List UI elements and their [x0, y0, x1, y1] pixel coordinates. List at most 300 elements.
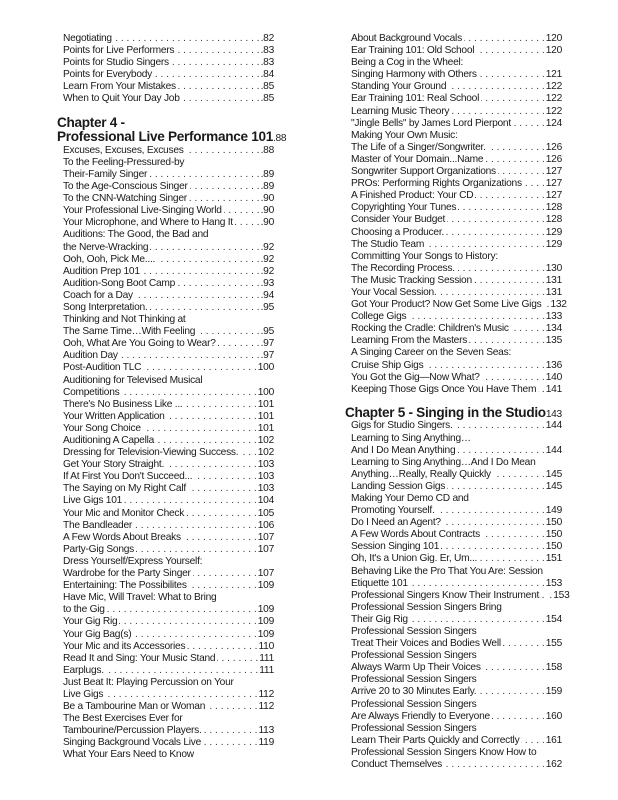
entry-title: Entertaining: The Possibilites — [63, 580, 187, 592]
toc-entry[interactable] — [63, 399, 274, 411]
dot-leader — [492, 711, 545, 723]
toc-entry[interactable] — [351, 275, 562, 287]
toc-entry[interactable] — [351, 130, 562, 154]
toc-entry[interactable] — [351, 202, 562, 214]
toc-entry[interactable] — [63, 157, 274, 181]
toc-entry[interactable] — [351, 178, 562, 190]
entry-title: And I Do Mean Anything — [351, 444, 456, 456]
page-number: 150 — [545, 541, 562, 553]
toc-entry[interactable] — [351, 517, 562, 529]
dot-leader — [143, 362, 257, 374]
dot-leader — [203, 737, 257, 749]
dot-leader — [106, 665, 258, 677]
page-number: .97 — [260, 350, 274, 362]
page-number: .92 — [260, 241, 274, 253]
toc-entry[interactable] — [351, 214, 562, 226]
toc-entry[interactable] — [351, 493, 562, 517]
entry-title-prefix: Professional Session Singers — [351, 650, 477, 662]
dot-leader — [538, 384, 545, 396]
entry-title-prefix: What Your Ears Need to Know — [63, 749, 194, 761]
toc-entry[interactable] — [351, 420, 562, 432]
entry-title-line — [63, 193, 274, 205]
entry-title: The Life of a Singer/Songwriter. — [351, 141, 486, 153]
dot-leader — [457, 445, 544, 457]
entry-title-line1 — [63, 229, 274, 241]
page-number: 109 — [257, 628, 274, 640]
toc-entry[interactable] — [351, 723, 562, 747]
dot-leader — [178, 81, 260, 93]
page-number: 126 — [545, 141, 562, 153]
toc-entry[interactable] — [351, 190, 562, 202]
entry-title: The Music Tracking Session — [351, 274, 472, 286]
toc-entry[interactable] — [351, 481, 562, 493]
dot-leader — [447, 481, 545, 493]
entry-title: Standing Your Ground — [351, 81, 447, 93]
dot-leader — [183, 532, 257, 544]
toc-entry[interactable] — [63, 181, 274, 193]
toc-entry[interactable] — [63, 532, 274, 544]
entry-title-line — [351, 445, 562, 457]
entry-title-prefix: Making Your Own Music: — [351, 129, 458, 141]
entry-title: Your Microphone, and Where to Hang It — [63, 217, 233, 229]
toc-entry[interactable] — [351, 299, 567, 311]
entry-title-line — [63, 495, 274, 507]
entry-title: Learn Their Parts Quickly and Correctly — [351, 734, 520, 746]
entry-title-line — [351, 589, 570, 602]
toc-entry[interactable] — [351, 529, 562, 541]
entry-title-line — [351, 69, 562, 81]
entry-title-line — [63, 641, 274, 653]
entry-title-line — [351, 227, 562, 239]
dot-leader — [498, 166, 545, 178]
dot-leader — [488, 142, 545, 154]
entry-title: Consider Your Budget — [351, 214, 446, 226]
entry-title: Their Gig Rig — [351, 613, 408, 625]
entry-title-line — [63, 629, 274, 641]
dot-leader — [217, 653, 258, 665]
toc-entry[interactable] — [63, 677, 274, 701]
toc-entry[interactable] — [63, 616, 274, 628]
entry-title-line — [351, 638, 562, 650]
toc-entry[interactable] — [351, 433, 562, 457]
toc-entry[interactable] — [351, 323, 562, 335]
toc-entry[interactable] — [63, 435, 274, 447]
dot-leader — [136, 544, 257, 556]
entry-title-prefix: Just Beat It: Playing Percussion on Your — [63, 676, 234, 688]
toc-entry[interactable] — [351, 747, 562, 771]
toc-entry[interactable] — [63, 495, 274, 507]
page-number: 160 — [545, 710, 562, 722]
toc-entry[interactable] — [63, 205, 274, 217]
toc-entry[interactable] — [351, 384, 562, 396]
toc-entry[interactable] — [351, 251, 562, 275]
entry-title: Live Gigs 101 — [63, 495, 123, 507]
toc-entry[interactable] — [63, 33, 274, 45]
entry-title-line — [63, 737, 274, 749]
page-number: .88 — [273, 133, 287, 145]
dot-leader — [105, 689, 257, 701]
entry-title-line1 — [351, 347, 562, 359]
entry-title-line — [63, 447, 274, 459]
entry-title-line — [351, 553, 562, 565]
dot-leader — [513, 118, 545, 130]
entry-title-line — [63, 580, 274, 592]
toc-entry[interactable] — [351, 227, 562, 239]
entry-title-prefix: Dress Yourself/Express Yourself: — [63, 555, 203, 567]
toc-entry[interactable] — [63, 580, 274, 592]
toc-entry[interactable] — [63, 93, 274, 105]
entry-title: The Studio Team — [351, 238, 425, 250]
toc-entry[interactable] — [63, 520, 274, 532]
entry-title: Points for Studio Singers — [63, 57, 169, 69]
entry-title-line — [63, 290, 274, 302]
toc-entry[interactable] — [63, 411, 274, 423]
page-number: 153 — [545, 577, 562, 589]
entry-title-line — [351, 81, 562, 93]
entry-title: Learning Music Theory — [351, 105, 450, 117]
entry-title-line — [351, 154, 562, 166]
dot-leader — [193, 568, 257, 580]
entry-title-line1 — [351, 433, 562, 445]
entry-title-line — [63, 411, 274, 423]
entry-title-line1 — [63, 314, 274, 326]
entry-title-line — [351, 686, 562, 698]
page-number: 136 — [545, 359, 562, 371]
toc-entry[interactable] — [63, 81, 274, 93]
entry-title-prefix: Professional Session Singers Know How to — [351, 746, 537, 758]
dot-leader — [446, 227, 545, 239]
entry-title-line — [63, 399, 274, 411]
page-number: 119 — [258, 737, 274, 749]
dot-leader — [410, 578, 545, 590]
entry-title: Treat Their Voices and Bodies Well — [351, 638, 501, 650]
toc-entry[interactable] — [63, 701, 274, 713]
toc-entry[interactable] — [63, 423, 274, 435]
page-number: 109 — [257, 604, 274, 616]
toc-entry[interactable] — [63, 713, 274, 737]
dot-leader — [171, 57, 260, 69]
dot-leader — [474, 275, 545, 287]
toc-entry[interactable] — [63, 375, 274, 399]
dot-leader — [478, 686, 544, 698]
toc-entry[interactable] — [351, 93, 562, 105]
toc-entry[interactable] — [351, 541, 562, 553]
dot-leader — [441, 541, 545, 553]
entry-title: Learning From the Masters — [351, 335, 468, 347]
entry-title-line — [63, 387, 274, 399]
entry-title: Your Gig Rig — [63, 616, 118, 628]
toc-entry[interactable] — [351, 239, 562, 251]
toc-entry[interactable] — [63, 556, 274, 580]
entry-title-line — [351, 287, 562, 299]
entry-title-line1 — [351, 566, 562, 578]
page-number: .93 — [260, 277, 274, 289]
dot-leader — [135, 290, 260, 302]
entry-title-line — [63, 45, 274, 57]
entry-title: PROs: Performing Rights Organizations — [351, 178, 522, 190]
page-number: .90 — [260, 205, 274, 217]
toc-entry[interactable] — [351, 602, 562, 626]
page-number: 141 — [545, 383, 562, 395]
page-number: .85 — [260, 81, 274, 93]
dot-leader — [133, 629, 256, 641]
entry-title-prefix: Thinking and Not Thinking at — [63, 314, 186, 326]
entry-title-line — [63, 326, 274, 338]
page-number: .84 — [260, 69, 274, 81]
entry-title-line — [351, 263, 562, 275]
dot-leader — [143, 423, 257, 435]
page-number: 145 — [545, 480, 562, 492]
dot-leader — [455, 420, 545, 432]
toc-entry[interactable] — [63, 447, 274, 459]
entry-title: Got Your Product? Now Get Some Live Gigs — [351, 299, 542, 311]
dot-leader — [524, 178, 545, 190]
entry-title-line — [351, 469, 562, 481]
entry-title-line — [351, 759, 562, 771]
entry-title-prefix: Committing Your Songs to History: — [351, 250, 498, 262]
toc-entry[interactable] — [63, 254, 274, 266]
entry-title: Wardrobe for the Party Singer — [63, 568, 191, 580]
toc-entry[interactable] — [63, 217, 274, 229]
dot-leader — [482, 372, 545, 384]
entry-title: The Saying on My Right Calf — [63, 483, 186, 495]
dot-leader — [485, 154, 544, 166]
dot-leader — [475, 190, 544, 202]
page-number: 155 — [545, 638, 562, 650]
entry-title-line1 — [351, 626, 562, 638]
entry-title-prefix: Auditions: The Good, the Bad and — [63, 229, 209, 241]
entry-title-line — [351, 33, 562, 45]
entry-title-line — [351, 505, 562, 517]
entry-title: Tambourine/Percussion Players. — [63, 725, 202, 737]
toc-entry[interactable] — [351, 674, 562, 698]
dot-leader — [150, 242, 259, 254]
page-number: 129 — [545, 226, 562, 238]
toc-entry[interactable] — [63, 278, 274, 290]
page-number: 122 — [545, 93, 562, 105]
entry-title: Live Gigs — [63, 688, 104, 700]
entry-title-line — [63, 423, 274, 435]
entry-title-line — [63, 532, 274, 544]
toc-entry[interactable] — [63, 145, 274, 157]
toc-entry[interactable] — [351, 287, 562, 299]
entry-title-line — [351, 311, 562, 323]
entry-title: Singing Harmony with Others — [351, 69, 477, 81]
entry-title: to the Gig — [63, 604, 105, 616]
entry-title-line — [63, 81, 274, 93]
page-number: 131 — [545, 274, 562, 286]
toc-entry[interactable] — [63, 314, 274, 338]
entry-title: Learn From Your Mistakes — [63, 81, 176, 93]
dot-leader — [186, 145, 260, 157]
entry-title-line — [351, 118, 562, 130]
entry-title: Read It and Sing: Your Music Stand — [63, 652, 216, 664]
entry-title: Arrive 20 to 30 Minutes Early. — [351, 686, 477, 698]
entry-title-line — [351, 275, 562, 287]
page-number: 128 — [545, 214, 562, 226]
page-number: 101 — [257, 422, 274, 434]
entry-title: Singing Background Vocals Live — [63, 737, 202, 749]
toc-entry[interactable] — [63, 592, 274, 616]
toc-entry[interactable] — [351, 553, 562, 565]
entry-title: The Bandleader — [63, 519, 132, 531]
page-number: 124 — [545, 117, 562, 129]
entry-title-line — [351, 481, 562, 493]
toc-entry[interactable] — [63, 471, 274, 483]
toc-entry[interactable] — [351, 566, 562, 590]
entry-title-line1 — [63, 592, 274, 604]
dot-leader — [207, 701, 257, 713]
entry-title: A Finished Product: Your CD — [351, 190, 474, 202]
toc-entry[interactable] — [351, 166, 562, 178]
entry-title-line1 — [351, 650, 562, 662]
page-number: .90 — [260, 217, 274, 229]
dot-leader — [149, 169, 259, 181]
toc-entry[interactable] — [63, 641, 274, 653]
page-number: 100 — [257, 386, 274, 398]
toc-entry[interactable] — [351, 335, 562, 347]
toc-entry[interactable] — [351, 81, 562, 93]
entry-title: Points for Everybody — [63, 69, 152, 81]
toc-entry[interactable] — [351, 57, 562, 81]
dot-leader — [154, 69, 260, 81]
toc-entry[interactable] — [63, 749, 274, 761]
entry-title: Excuses, Excuses, Excuses — [63, 144, 184, 156]
entry-title: "Jingle Bells" by James Lord Pierpont — [351, 117, 511, 129]
toc-entry[interactable] — [63, 57, 274, 69]
dot-leader — [458, 202, 544, 214]
page-number: .90 — [260, 193, 274, 205]
toc-entry[interactable] — [63, 302, 274, 314]
toc-entry[interactable] — [63, 290, 274, 302]
entry-title: Oh, It's a Union Gig. Er, Um... — [351, 553, 478, 565]
dot-leader — [425, 360, 544, 372]
page-number: 103 — [257, 483, 274, 495]
toc-entry[interactable] — [351, 372, 562, 384]
toc-entry[interactable] — [351, 106, 562, 118]
chapter-title: Chapter 5 - Singing in the Studio — [345, 404, 546, 420]
toc-entry[interactable] — [63, 483, 274, 495]
page-number: .97 — [260, 338, 274, 350]
entry-title-line1 — [351, 747, 562, 759]
entry-title-line — [63, 689, 274, 701]
entry-title-line — [63, 242, 274, 254]
entry-title-line — [351, 142, 562, 154]
toc-entry[interactable] — [63, 653, 274, 665]
dot-leader — [479, 553, 545, 565]
entry-title: Audition Day — [63, 350, 118, 362]
entry-title: Keeping Those Gigs Once You Have Them — [351, 383, 537, 395]
toc-entry[interactable] — [351, 457, 562, 481]
entry-title: Song Interpretation. — [63, 301, 148, 313]
dot-leader — [166, 459, 257, 471]
toc-entry[interactable] — [63, 629, 274, 641]
toc-entry[interactable] — [63, 350, 274, 362]
toc-entry[interactable] — [351, 699, 562, 723]
toc-entry[interactable] — [63, 229, 274, 253]
entry-title-prefix: Being a Cog in the Wheel: — [351, 57, 464, 69]
page-number: 145 — [545, 468, 562, 480]
page-number: 103 — [257, 471, 274, 483]
toc-entry[interactable] — [63, 544, 274, 556]
toc-entry[interactable] — [351, 118, 562, 130]
entry-title-line1 — [63, 677, 274, 689]
toc-entry[interactable] — [63, 69, 274, 81]
dot-leader — [437, 505, 545, 517]
dot-leader — [157, 254, 259, 266]
dot-leader — [177, 278, 260, 290]
page-number: 111 — [259, 664, 274, 676]
entry-title: Your Gig Bag(s) — [63, 628, 132, 640]
entry-title-line — [351, 190, 562, 202]
entry-title-line — [63, 483, 274, 495]
entry-title: Session Singing 101 — [351, 541, 440, 553]
toc-entry[interactable] — [351, 311, 562, 323]
toc-entry[interactable] — [63, 665, 274, 677]
chapter-heading — [345, 404, 562, 421]
entry-title-line — [63, 266, 274, 278]
page-number: 150 — [545, 517, 562, 529]
page-number: 113 — [258, 725, 274, 737]
page-number: 126 — [545, 153, 562, 165]
toc-entry[interactable] — [63, 737, 274, 749]
entry-title-line — [63, 653, 274, 665]
entry-title: Competitions — [63, 386, 120, 398]
toc-entry[interactable] — [351, 347, 562, 371]
page-number: .92 — [260, 253, 274, 265]
dot-leader — [120, 350, 260, 362]
toc-entry[interactable] — [351, 626, 562, 650]
dot-leader — [188, 483, 257, 495]
toc-entry[interactable] — [63, 193, 274, 205]
entry-title-line — [351, 517, 562, 529]
toc-entry[interactable] — [63, 459, 274, 471]
entry-title: To the Age-Conscious Singer — [63, 181, 188, 193]
dot-leader — [194, 471, 256, 483]
entry-title-line — [351, 614, 562, 626]
entry-title: Conduct Themselves — [351, 759, 443, 771]
dot-leader — [479, 69, 545, 81]
toc-entry[interactable] — [63, 338, 274, 350]
chapter-heading — [57, 114, 287, 145]
page-number: .89 — [260, 168, 274, 180]
toc-entry[interactable] — [63, 45, 274, 57]
page-number: .85 — [260, 93, 274, 105]
page-number: 107 — [257, 543, 274, 555]
entry-title-line — [351, 166, 562, 178]
toc-entry[interactable] — [351, 650, 562, 674]
page-number: .83 — [260, 57, 274, 69]
dot-leader — [197, 326, 259, 338]
page-number: 153 — [553, 589, 570, 601]
entry-title: Ear Training 101: Old School — [351, 45, 475, 57]
page-number: 144 — [545, 420, 562, 432]
entry-title: Coach for a Day — [63, 289, 133, 301]
toc-entry[interactable] — [351, 154, 562, 166]
toc-entry[interactable] — [63, 508, 274, 520]
page-number: 158 — [545, 662, 562, 674]
page-number: 130 — [545, 262, 562, 274]
toc-entry[interactable] — [63, 362, 274, 374]
page-number: 135 — [545, 335, 562, 347]
toc-entry[interactable] — [351, 45, 562, 57]
entry-title-line — [351, 578, 562, 590]
toc-entry[interactable] — [351, 33, 562, 45]
entry-title-line — [63, 520, 274, 532]
toc-entry[interactable] — [351, 589, 570, 602]
page-number: 103 — [257, 459, 274, 471]
toc-entry[interactable] — [63, 266, 274, 278]
